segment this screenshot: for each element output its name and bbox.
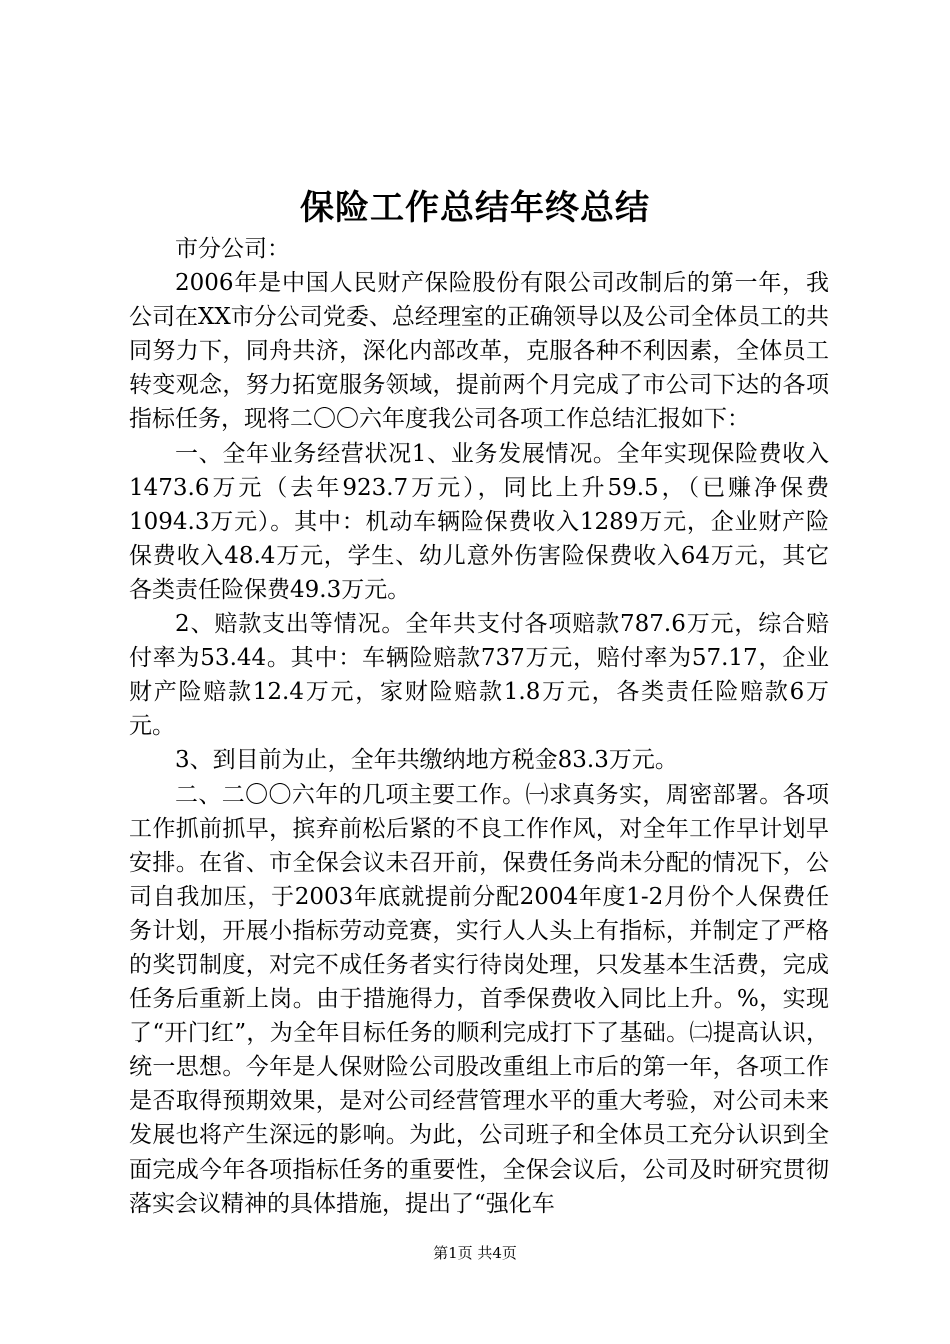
document-title: 保险工作总结年终总结: [300, 188, 650, 228]
page-footer: 第1页 共4页: [433, 1244, 517, 1262]
paragraph-business-status: 一、全年业务经营状况1、业务发展情况。全年实现保险费收入1473.6万元（去年923.7万元），同比上升59.5，（已赚净保费1094.3万元）。其中：机动车辆险保费收入1289万元，企业财产险保费收入48.4万元，学生、幼儿意外伤害险保费收入64万元，其它各类责任险保费49.3万元。: [129, 440, 829, 603]
paragraph-claims: 2、赔款支出等情况。全年共支付各项赔款787.6万元，综合赔付率为53.44。其中：车辆险赔款737万元，赔付率为57.17，企业财产险赔款12.4万元，家财险赔款1.8万元，各类责任险赔款6万元。: [129, 611, 829, 740]
paragraph-main-work: 二、二〇〇六年的几项主要工作。㈠求真务实，周密部署。各项工作抓前抓早，摈弃前松后紧的不良工作作风，对全年工作早计划早安排。在省、市全保会议未召开前，保费任务尚未分配的情况下，公司自我加压，于2003年底就提前分配2004年度1-2月份个人保费任务计划，开展小指标劳动竞赛，实行人人头上有指标，并制定了严格的奖罚制度，对完不成任务者实行待岗处理，只发基本生活费，完成任务后重新上岗。由于措施得力，首季保费收入同比上升。%，实现了“开门红”，为全年目标任务的顺利完成打下了基础。㈡提高认识，统一思想。今年是人保财险公司股改重组上市后的第一年，各项工作是否取得预期效果，是对公司经营管理水平的重大考验，对公司未来发展也将产生深远的影响。为此，公司班子和全体员工充分认识到全面完成今年各项指标任务的重要性，全保会议后，公司及时研究贯彻落实会议精神的具体措施，提出了“强化车: [129, 781, 829, 1217]
paragraph-taxes: 3、到目前为止，全年共缴纳地方税金83.3万元。: [175, 747, 678, 774]
salutation: 市分公司：: [175, 236, 290, 262]
document-body: [129, 232, 829, 1221]
paragraph-intro: 2006年是中国人民财产保险股份有限公司改制后的第一年，我公司在XX市分公司党委、总经理室的正确领导以及公司全体员工的共同努力下，同舟共济，深化内部改革，克服各种不利因素，全体员工转变观念，努力拓宽服务领域，提前两个月完成了市公司下达的各项指标任务，现将二〇〇六年度我公司各项工作总结汇报如下：: [129, 270, 829, 433]
